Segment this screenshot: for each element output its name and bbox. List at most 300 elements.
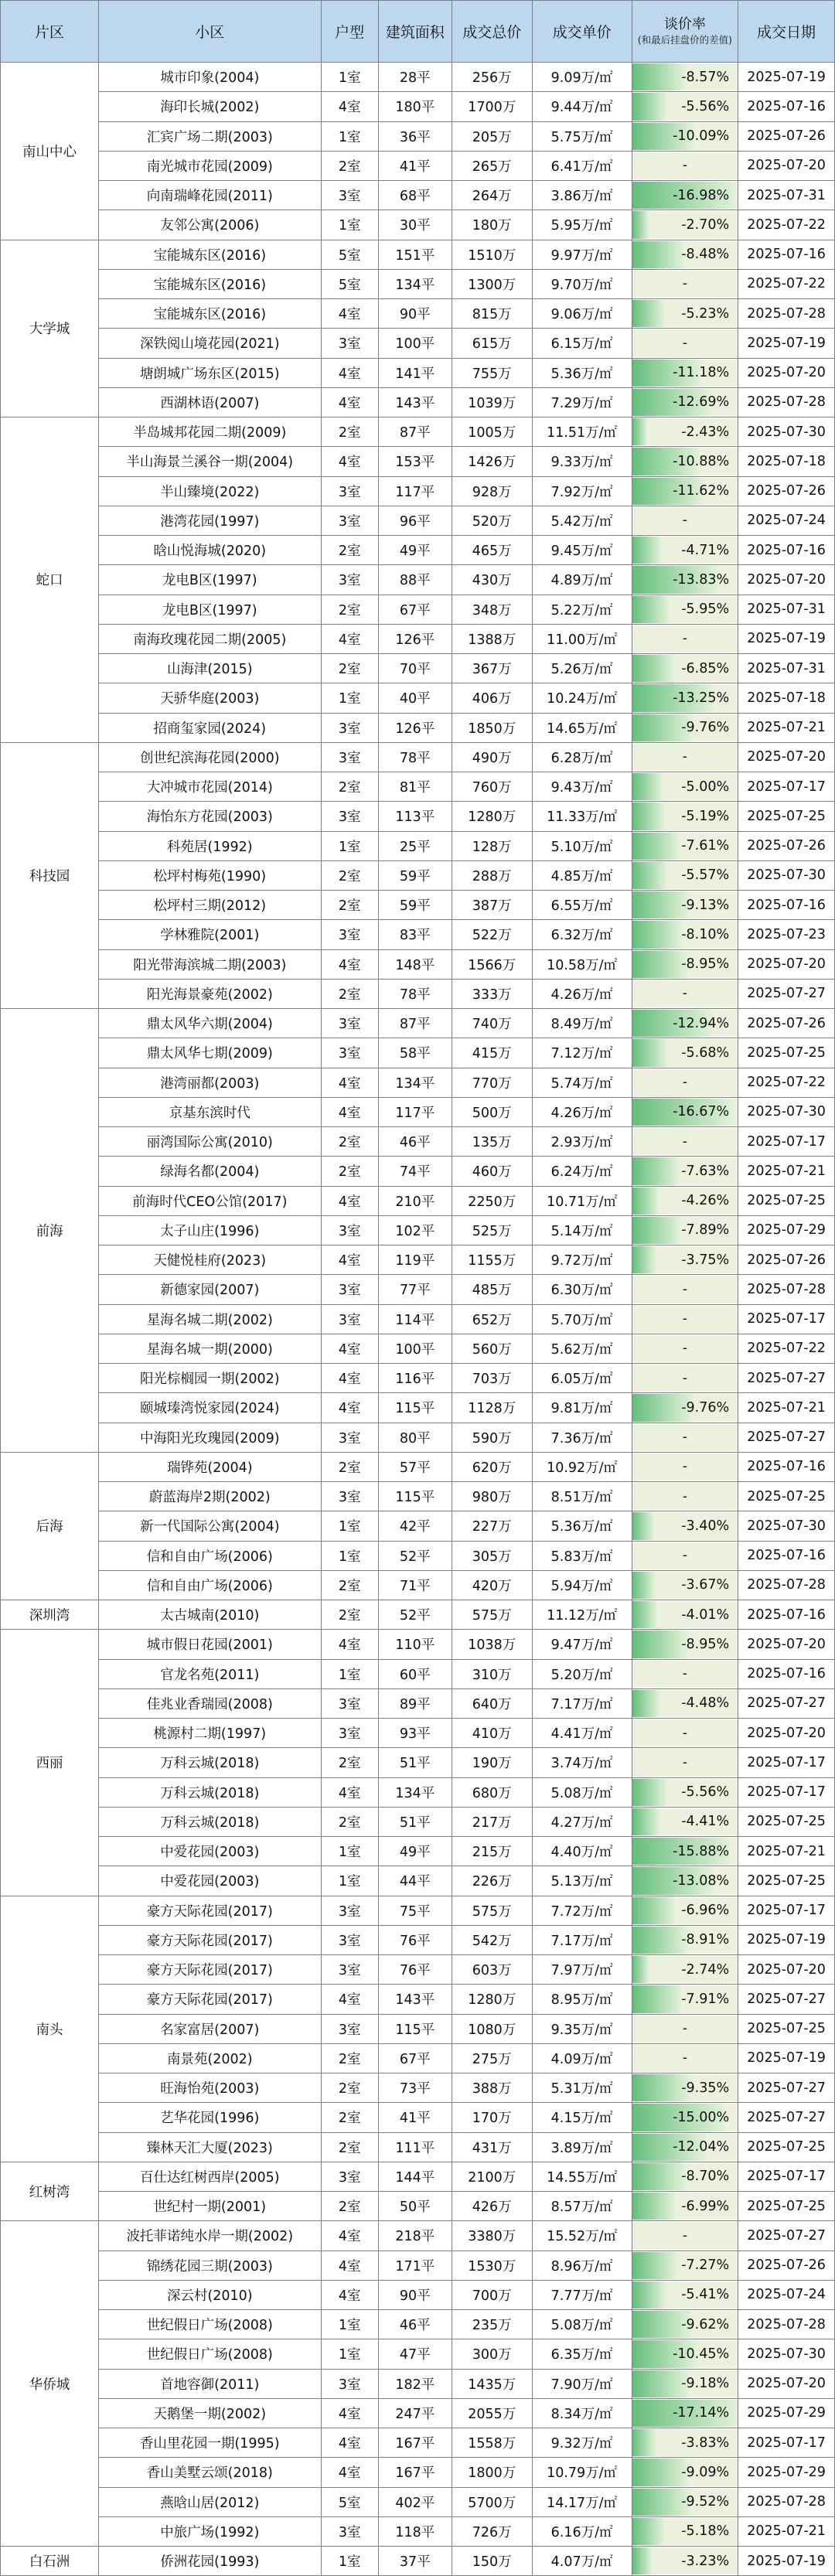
layout-cell: 1室	[321, 121, 378, 151]
date-cell: 2025-07-27	[738, 2103, 835, 2132]
date-cell: 2025-07-20	[738, 949, 835, 979]
date-cell: 2025-07-16	[738, 536, 835, 565]
community-cell: 天健悦桂府(2023)	[98, 1245, 321, 1275]
discount-value: -8.57%	[681, 69, 730, 85]
layout-cell: 4室	[321, 2280, 378, 2309]
total-price-cell: 333万	[452, 979, 532, 1008]
table-row	[1, 595, 835, 624]
layout-cell: 3室	[321, 1038, 378, 1068]
unit-price-cell: 4.41万/㎡	[532, 1719, 632, 1748]
community-cell: 桃源村二期(1997)	[98, 1719, 321, 1748]
discount-value: -	[682, 1341, 688, 1357]
layout-cell: 2室	[321, 772, 378, 802]
table-row	[1, 358, 835, 387]
date-cell: 2025-07-26	[738, 831, 835, 860]
area-cell: 210平	[378, 1186, 452, 1215]
area-cell: 88平	[378, 565, 452, 595]
area-cell: 171平	[378, 2251, 452, 2280]
table-row	[1, 476, 835, 506]
community-cell: 绿海名都(2004)	[98, 1157, 321, 1186]
discount-cell	[632, 387, 738, 417]
discount-cell	[632, 624, 738, 653]
total-price-cell: 415万	[452, 1038, 532, 1068]
discount-cell	[632, 1482, 738, 1511]
community-cell: 港湾丽都(2003)	[98, 1068, 321, 1097]
unit-price-cell: 5.26万/㎡	[532, 654, 632, 683]
discount-cell	[632, 1866, 738, 1896]
date-cell: 2025-07-26	[738, 2251, 835, 2280]
discount-cell	[632, 1068, 738, 1097]
total-price-cell: 590万	[452, 1423, 532, 1452]
community-cell: 向南瑞峰花园(2011)	[98, 181, 321, 210]
date-cell: 2025-07-28	[738, 2487, 835, 2516]
total-price-cell: 740万	[452, 1009, 532, 1038]
discount-value: -11.62%	[673, 483, 730, 499]
community-cell: 龙电B区(1997)	[98, 595, 321, 624]
discount-value: -	[682, 2021, 688, 2037]
district-cell: 南头	[1, 1896, 99, 2162]
table-row	[1, 2103, 835, 2132]
discount-value: -	[682, 2227, 688, 2244]
community-cell: 燕晗山居(2012)	[98, 2487, 321, 2516]
community-cell: 新一代国际公寓(2004)	[98, 1511, 321, 1541]
layout-cell: 3室	[321, 1955, 378, 1985]
layout-cell: 3室	[321, 2162, 378, 2191]
date-cell: 2025-07-16	[738, 1659, 835, 1688]
unit-price-cell: 7.90万/㎡	[532, 2369, 632, 2398]
table-row	[1, 1985, 835, 2014]
layout-cell: 3室	[321, 181, 378, 210]
discount-cell	[632, 831, 738, 860]
district-cell: 后海	[1, 1452, 99, 1600]
layout-cell: 2室	[321, 417, 378, 447]
unit-price-cell: 5.08万/㎡	[532, 2310, 632, 2339]
community-cell: 天骄华庭(2003)	[98, 683, 321, 713]
community-cell: 宝能城东区(2016)	[98, 240, 321, 269]
table-row	[1, 1157, 835, 1186]
layout-cell: 3室	[321, 2516, 378, 2546]
area-cell: 182平	[378, 2369, 452, 2398]
date-cell: 2025-07-16	[738, 1541, 835, 1570]
unit-price-cell: 14.65万/㎡	[532, 713, 632, 742]
discount-value: -15.00%	[673, 2109, 730, 2125]
discount-cell	[632, 2132, 738, 2162]
unit-price-cell: 9.72万/㎡	[532, 1245, 632, 1275]
area-cell: 75平	[378, 1896, 452, 1925]
community-cell: 首地容御(2011)	[98, 2369, 321, 2398]
date-cell: 2025-07-16	[738, 1600, 835, 1630]
date-cell: 2025-07-17	[738, 1896, 835, 1925]
community-cell: 宝能城东区(2016)	[98, 299, 321, 329]
layout-cell: 5室	[321, 2487, 378, 2516]
community-cell: 深云村(2010)	[98, 2280, 321, 2309]
area-cell: 28平	[378, 63, 452, 92]
unit-price-cell: 4.27万/㎡	[532, 1807, 632, 1836]
discount-cell	[632, 1038, 738, 1068]
area-cell: 96平	[378, 506, 452, 535]
discount-value: -	[682, 1075, 688, 1091]
district-cell: 前海	[1, 1009, 99, 1453]
area-cell: 100平	[378, 329, 452, 358]
date-cell: 2025-07-24	[738, 506, 835, 535]
unit-price-cell: 14.17万/㎡	[532, 2487, 632, 2516]
total-price-cell: 1566万	[452, 949, 532, 979]
discount-cell	[632, 1511, 738, 1541]
date-cell: 2025-07-17	[738, 1748, 835, 1777]
header-date: 成交日期	[738, 1, 835, 63]
date-cell: 2025-07-19	[738, 624, 835, 653]
layout-cell: 3室	[321, 1275, 378, 1304]
area-cell: 49平	[378, 536, 452, 565]
total-price-cell: 575万	[452, 1896, 532, 1925]
discount-value: -13.83%	[673, 571, 730, 588]
total-price-cell: 770万	[452, 1068, 532, 1097]
district-cell: 大学城	[1, 240, 99, 417]
unit-price-cell: 6.30万/㎡	[532, 1275, 632, 1304]
table-row	[1, 713, 835, 742]
layout-cell: 2室	[321, 2103, 378, 2132]
discount-value: -8.48%	[681, 247, 730, 263]
discount-value: -4.26%	[681, 1193, 730, 1209]
discount-cell	[632, 1097, 738, 1126]
total-price-cell: 620万	[452, 1452, 532, 1481]
discount-value: -4.01%	[681, 1607, 730, 1623]
unit-price-cell: 6.16万/㎡	[532, 2516, 632, 2546]
discount-value: -	[682, 1311, 688, 1327]
total-price-cell: 217万	[452, 1807, 532, 1836]
table-row	[1, 1659, 835, 1688]
discount-value: -5.41%	[681, 2287, 730, 2303]
unit-price-cell: 7.36万/㎡	[532, 1423, 632, 1452]
unit-price-cell: 9.32万/㎡	[532, 2428, 632, 2458]
unit-price-cell: 9.35万/㎡	[532, 2014, 632, 2043]
total-price-cell: 3380万	[452, 2221, 532, 2251]
community-cell: 豪方天际花园(2017)	[98, 1925, 321, 1954]
discount-cell	[632, 447, 738, 476]
layout-cell: 3室	[321, 2014, 378, 2043]
layout-cell: 5室	[321, 269, 378, 298]
total-price-cell: 485万	[452, 1275, 532, 1304]
discount-cell	[632, 891, 738, 920]
discount-cell	[632, 1334, 738, 1363]
discount-value: -9.35%	[681, 2080, 730, 2096]
community-cell: 港湾花园(1997)	[98, 506, 321, 535]
community-cell: 官龙名苑(2011)	[98, 1659, 321, 1688]
date-cell: 2025-07-22	[738, 1334, 835, 1363]
discount-cell	[632, 1688, 738, 1718]
unit-price-cell: 4.26万/㎡	[532, 979, 632, 1008]
area-cell: 247平	[378, 2398, 452, 2428]
discount-value: -16.67%	[673, 1104, 730, 1120]
layout-cell: 2室	[321, 2043, 378, 2073]
area-cell: 78平	[378, 742, 452, 772]
date-cell: 2025-07-20	[738, 151, 835, 180]
discount-value: -7.61%	[681, 838, 730, 854]
area-cell: 144平	[378, 2162, 452, 2191]
discount-cell	[632, 860, 738, 890]
total-price-cell: 575万	[452, 1600, 532, 1630]
community-cell: 世纪村一期(2001)	[98, 2192, 321, 2221]
discount-value: -10.45%	[673, 2346, 730, 2362]
date-cell: 2025-07-31	[738, 595, 835, 624]
discount-cell	[632, 269, 738, 298]
area-cell: 30平	[378, 210, 452, 240]
unit-price-cell: 7.97万/㎡	[532, 1955, 632, 1985]
discount-cell	[632, 1541, 738, 1570]
discount-value: -7.89%	[681, 1222, 730, 1239]
layout-cell: 4室	[321, 2428, 378, 2458]
unit-price-cell: 8.57万/㎡	[532, 2192, 632, 2221]
unit-price-cell: 5.10万/㎡	[532, 831, 632, 860]
area-cell: 115平	[378, 1482, 452, 1511]
area-cell: 70平	[378, 654, 452, 683]
community-cell: 丽湾国际公寓(2010)	[98, 1127, 321, 1157]
unit-price-cell: 6.55万/㎡	[532, 891, 632, 920]
layout-cell: 3室	[321, 476, 378, 506]
discount-cell	[632, 1777, 738, 1807]
total-price-cell: 490万	[452, 742, 532, 772]
total-price-cell: 603万	[452, 1955, 532, 1985]
date-cell: 2025-07-23	[738, 920, 835, 949]
discount-cell	[632, 299, 738, 329]
unit-price-cell: 3.74万/㎡	[532, 1748, 632, 1777]
total-price-cell: 430万	[452, 565, 532, 595]
unit-price-cell: 9.70万/㎡	[532, 269, 632, 298]
area-cell: 74平	[378, 1157, 452, 1186]
table-row	[1, 2516, 835, 2546]
discount-value: -3.40%	[681, 1518, 730, 1534]
unit-price-cell: 5.36万/㎡	[532, 1511, 632, 1541]
date-cell: 2025-07-20	[738, 565, 835, 595]
table-row	[1, 1600, 835, 1630]
date-cell: 2025-07-17	[738, 1304, 835, 1334]
total-price-cell: 525万	[452, 1215, 532, 1245]
table-row	[1, 387, 835, 417]
unit-price-cell: 2.93万/㎡	[532, 1127, 632, 1157]
layout-cell: 3室	[321, 329, 378, 358]
community-cell: 豪方天际花园(2017)	[98, 1896, 321, 1925]
discount-cell	[632, 2487, 738, 2516]
discount-value: -7.27%	[681, 2257, 730, 2274]
area-cell: 41平	[378, 151, 452, 180]
discount-value: -9.09%	[681, 2464, 730, 2480]
unit-price-cell: 8.51万/㎡	[532, 1482, 632, 1511]
community-cell: 晗山悦海城(2020)	[98, 536, 321, 565]
community-cell: 半岛城邦花园二期(2009)	[98, 417, 321, 447]
date-cell: 2025-07-22	[738, 210, 835, 240]
area-cell: 115平	[378, 1393, 452, 1423]
date-cell: 2025-07-17	[738, 2428, 835, 2458]
discount-value: -4.48%	[681, 1695, 730, 1712]
discount-cell	[632, 63, 738, 92]
total-price-cell: 1038万	[452, 1630, 532, 1659]
table-row	[1, 1186, 835, 1215]
layout-cell: 2室	[321, 1452, 378, 1481]
layout-cell: 1室	[321, 2547, 378, 2576]
table-row	[1, 2487, 835, 2516]
area-cell: 36平	[378, 121, 452, 151]
layout-cell: 2室	[321, 536, 378, 565]
date-cell: 2025-07-31	[738, 654, 835, 683]
total-price-cell: 170万	[452, 2103, 532, 2132]
discount-cell	[632, 2014, 738, 2043]
discount-cell	[632, 1896, 738, 1925]
community-cell: 颐城瑧湾悦家园(2024)	[98, 1393, 321, 1423]
layout-cell: 3室	[321, 1925, 378, 1954]
unit-price-cell: 9.81万/㎡	[532, 1393, 632, 1423]
layout-cell: 3室	[321, 1215, 378, 1245]
area-cell: 117平	[378, 1097, 452, 1126]
date-cell: 2025-07-25	[738, 802, 835, 831]
discount-value: -9.62%	[681, 2316, 730, 2332]
total-price-cell: 1558万	[452, 2428, 532, 2458]
total-price-cell: 2250万	[452, 1186, 532, 1215]
community-cell: 蔚蓝海岸2期(2002)	[98, 1482, 321, 1511]
date-cell: 2025-07-21	[738, 1837, 835, 1866]
table-row	[1, 2014, 835, 2043]
layout-cell: 2室	[321, 654, 378, 683]
table-row	[1, 506, 835, 535]
total-price-cell: 980万	[452, 1482, 532, 1511]
date-cell: 2025-07-16	[738, 891, 835, 920]
layout-cell: 1室	[321, 683, 378, 713]
discount-value: -	[682, 335, 688, 351]
table-row	[1, 831, 835, 860]
discount-value: -5.18%	[681, 2523, 730, 2540]
discount-cell	[632, 1157, 738, 1186]
area-cell: 119平	[378, 1245, 452, 1275]
area-cell: 25平	[378, 831, 452, 860]
layout-cell: 4室	[321, 2221, 378, 2251]
community-cell: 中海阳光玫瑰园(2009)	[98, 1423, 321, 1452]
community-cell: 臻林天汇大厦(2023)	[98, 2132, 321, 2162]
discount-cell	[632, 1600, 738, 1630]
total-price-cell: 256万	[452, 63, 532, 92]
layout-cell: 1室	[321, 210, 378, 240]
area-cell: 126平	[378, 713, 452, 742]
community-cell: 佳兆业香瑞园(2008)	[98, 1688, 321, 1718]
discount-cell	[632, 1393, 738, 1423]
district-cell: 蛇口	[1, 417, 99, 743]
area-cell: 134平	[378, 1068, 452, 1097]
unit-price-cell: 6.28万/㎡	[532, 742, 632, 772]
unit-price-cell: 8.49万/㎡	[532, 1009, 632, 1038]
discount-value: -	[682, 158, 688, 174]
date-cell: 2025-07-16	[738, 240, 835, 269]
area-cell: 78平	[378, 979, 452, 1008]
unit-price-cell: 7.17万/㎡	[532, 1688, 632, 1718]
discount-value: -6.85%	[681, 660, 730, 676]
date-cell: 2025-07-28	[738, 2310, 835, 2339]
total-price-cell: 1039万	[452, 387, 532, 417]
area-cell: 68平	[378, 181, 452, 210]
area-cell: 76平	[378, 1925, 452, 1954]
community-cell: 阳光海景豪苑(2002)	[98, 979, 321, 1008]
area-cell: 153平	[378, 447, 452, 476]
total-price-cell: 465万	[452, 536, 532, 565]
table-row	[1, 2280, 835, 2309]
total-price-cell: 150万	[452, 2547, 532, 2576]
date-cell: 2025-07-20	[738, 2369, 835, 2398]
discount-cell	[632, 1659, 738, 1688]
discount-cell	[632, 2516, 738, 2546]
discount-value: -4.71%	[681, 542, 730, 558]
community-cell: 鼎太风华六期(2004)	[98, 1009, 321, 1038]
table-row	[1, 1837, 835, 1866]
discount-cell	[632, 2458, 738, 2487]
layout-cell: 3室	[321, 1896, 378, 1925]
table-row	[1, 2132, 835, 2162]
table-row	[1, 742, 835, 772]
discount-cell	[632, 417, 738, 447]
area-cell: 52平	[378, 1541, 452, 1570]
area-cell: 67平	[378, 2043, 452, 2073]
discount-value: -	[682, 1488, 688, 1504]
community-cell: 宝能城东区(2016)	[98, 269, 321, 298]
layout-cell: 2室	[321, 1157, 378, 1186]
unit-price-cell: 8.95万/㎡	[532, 1985, 632, 2014]
community-cell: 万科云城(2018)	[98, 1807, 321, 1836]
date-cell: 2025-07-24	[738, 2280, 835, 2309]
date-cell: 2025-07-25	[738, 1482, 835, 1511]
total-price-cell: 928万	[452, 476, 532, 506]
unit-price-cell: 4.89万/㎡	[532, 565, 632, 595]
unit-price-cell: 4.26万/㎡	[532, 1097, 632, 1126]
table-row	[1, 2310, 835, 2339]
area-cell: 118平	[378, 2516, 452, 2546]
community-cell: 汇宾广场二期(2003)	[98, 121, 321, 151]
discount-cell	[632, 920, 738, 949]
layout-cell: 3室	[321, 920, 378, 949]
layout-cell: 2室	[321, 1807, 378, 1836]
date-cell: 2025-07-26	[738, 1009, 835, 1038]
unit-price-cell: 6.05万/㎡	[532, 1364, 632, 1393]
discount-value: -15.88%	[673, 1843, 730, 1859]
discount-cell	[632, 1807, 738, 1836]
layout-cell: 4室	[321, 1245, 378, 1275]
table-row	[1, 299, 835, 329]
area-cell: 167平	[378, 2458, 452, 2487]
community-cell: 豪方天际花园(2017)	[98, 1955, 321, 1985]
total-price-cell: 1128万	[452, 1393, 532, 1423]
total-price-cell: 1700万	[452, 92, 532, 121]
total-price-cell: 226万	[452, 1866, 532, 1896]
table-row	[1, 624, 835, 653]
date-cell: 2025-07-17	[738, 2162, 835, 2191]
community-cell: 大冲城市花园(2014)	[98, 772, 321, 802]
layout-cell: 4室	[321, 1334, 378, 1363]
area-cell: 100平	[378, 1334, 452, 1363]
total-price-cell: 348万	[452, 595, 532, 624]
discount-value: -3.23%	[681, 2553, 730, 2569]
area-cell: 117平	[378, 476, 452, 506]
table-row	[1, 2043, 835, 2073]
community-cell: 太子山庄(1996)	[98, 1215, 321, 1245]
unit-price-cell: 7.17万/㎡	[532, 1925, 632, 1954]
community-cell: 前海时代CEO公馆(2017)	[98, 1186, 321, 1215]
unit-price-cell: 9.44万/㎡	[532, 92, 632, 121]
discount-value: -3.83%	[681, 2435, 730, 2451]
discount-cell	[632, 536, 738, 565]
area-cell: 151平	[378, 240, 452, 269]
total-price-cell: 1850万	[452, 713, 532, 742]
area-cell: 167平	[378, 2428, 452, 2458]
discount-value: -11.18%	[673, 365, 730, 381]
total-price-cell: 1530万	[452, 2251, 532, 2280]
community-cell: 侨洲花园(1993)	[98, 2547, 321, 2576]
table-row	[1, 2458, 835, 2487]
discount-value: -16.98%	[673, 187, 730, 203]
